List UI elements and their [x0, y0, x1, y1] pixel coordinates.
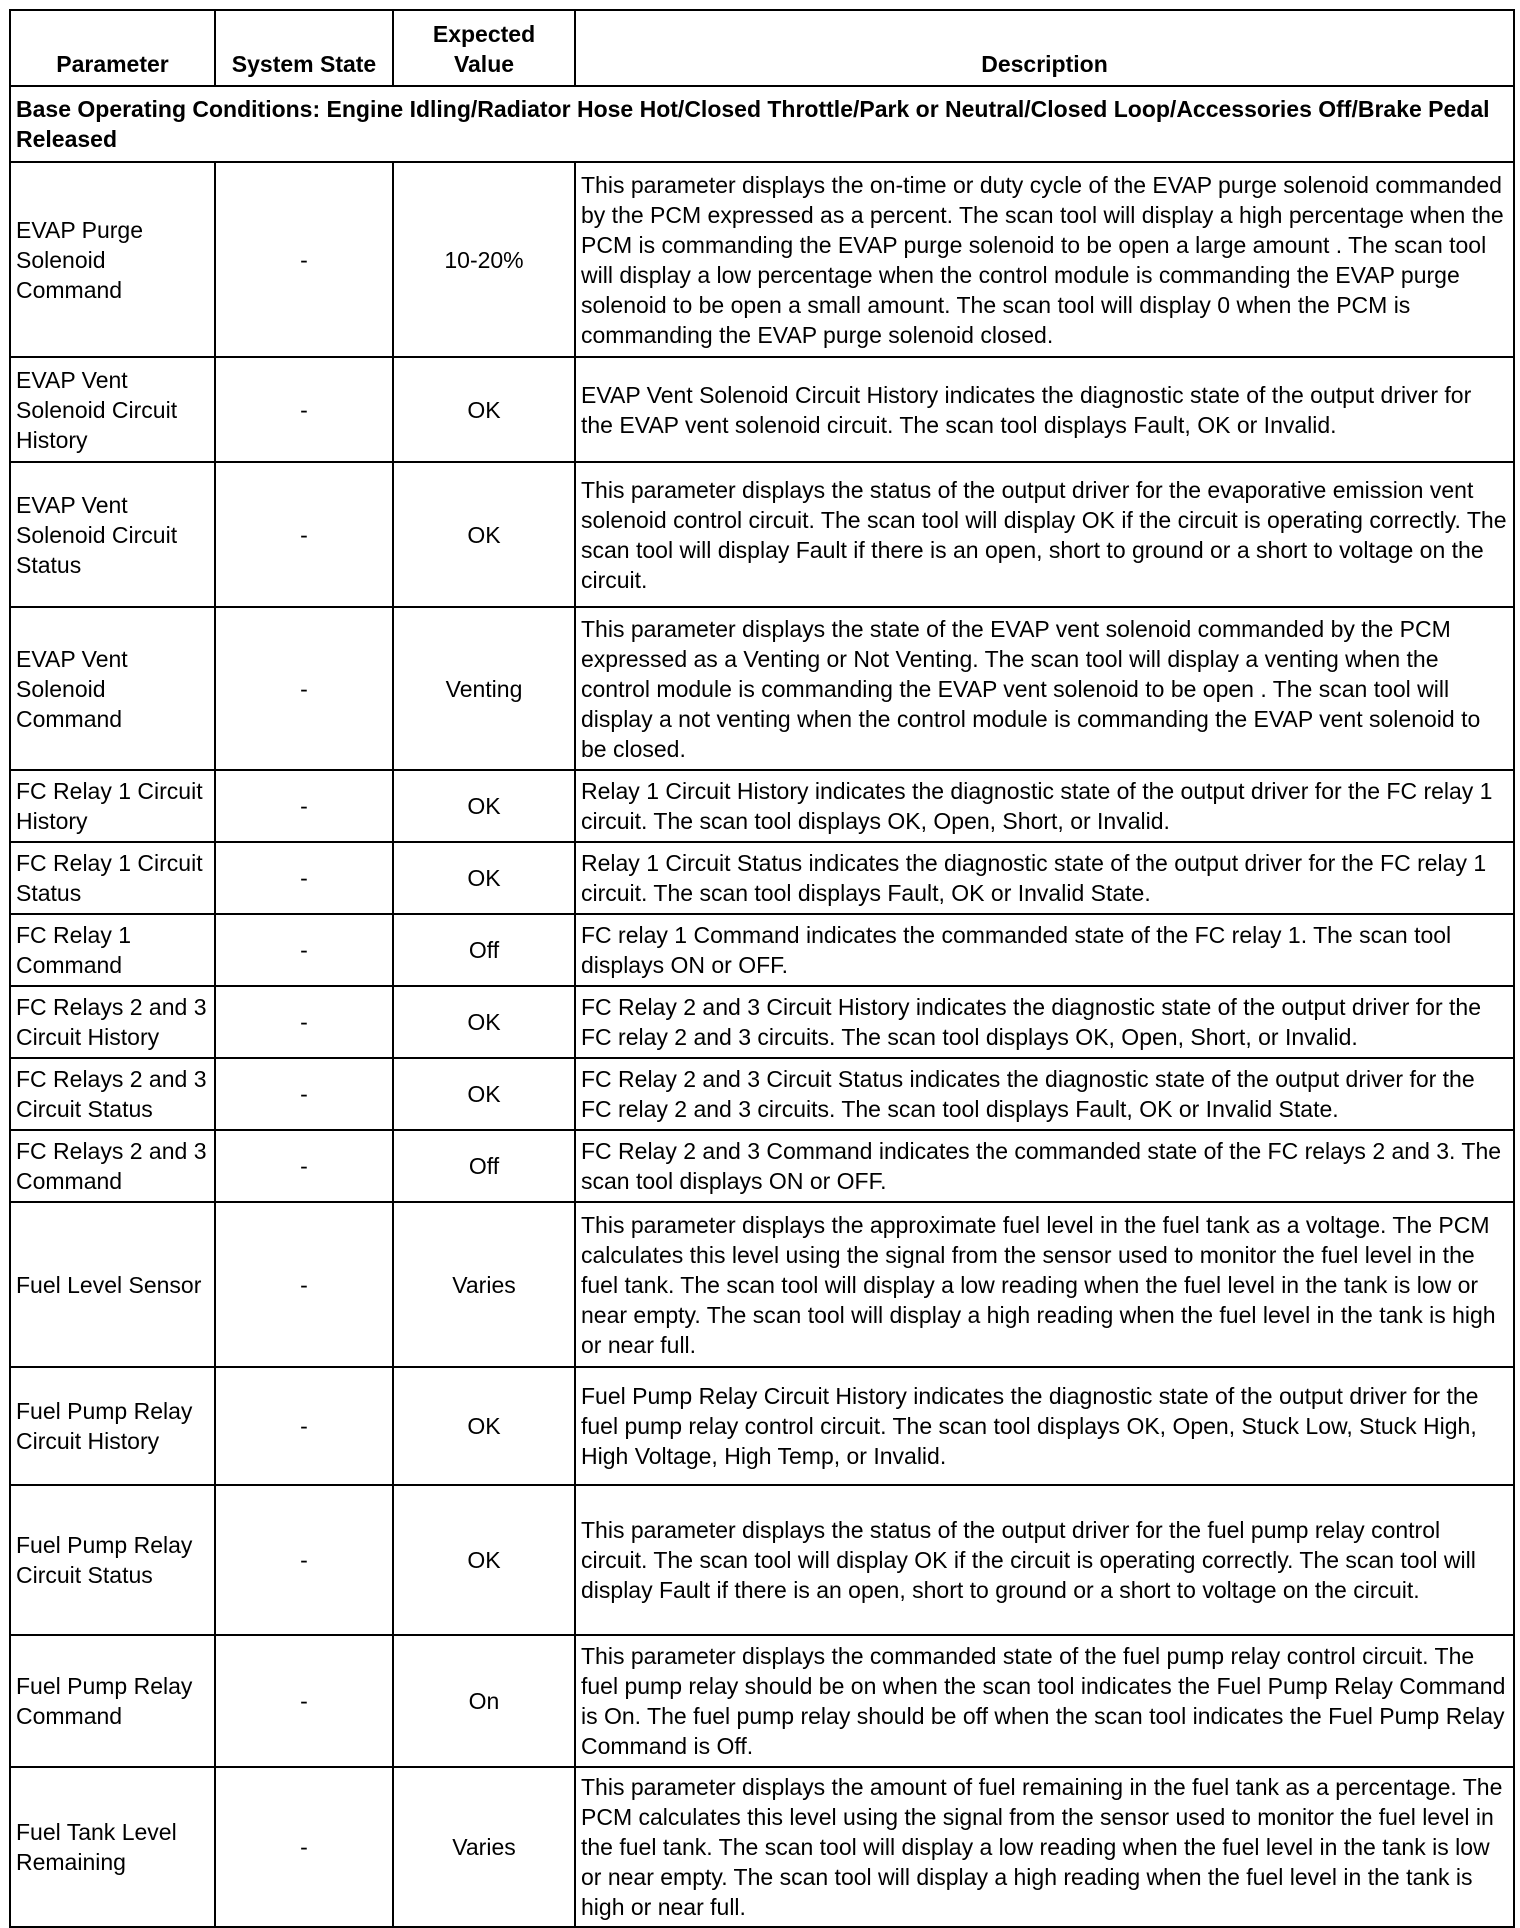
header-expected-value: Expected Value [393, 10, 575, 86]
expected-value-cell: OK [393, 462, 575, 607]
expected-value-cell: 10-20% [393, 162, 575, 357]
expected-value-cell: OK [393, 842, 575, 914]
table-row [10, 986, 1514, 1058]
system-state-cell: - [215, 770, 393, 842]
system-state-cell: - [215, 162, 393, 357]
expected-value-cell: Off [393, 914, 575, 986]
expected-value-cell: OK [393, 986, 575, 1058]
description-cell: FC Relay 2 and 3 Command indicates the commanded state of the FC relays 2 and 3. The scan tool displays ON or OFF. [575, 1130, 1514, 1202]
system-state-cell: - [215, 914, 393, 986]
parameter-cell: FC Relays 2 and 3 Circuit Status [10, 1058, 215, 1130]
expected-value-cell: Varies [393, 1202, 575, 1367]
parameter-cell: FC Relay 1 Circuit Status [10, 842, 215, 914]
system-state-cell: - [215, 1202, 393, 1367]
table-row [10, 1202, 1514, 1367]
parameter-cell: Fuel Pump Relay Circuit Status [10, 1485, 215, 1635]
description-cell: This parameter displays the approximate fuel level in the fuel tank as a voltage. The PCM calculates this level using the signal from the sensor used to monitor the fuel level in the fuel tank. The scan tool will display a low reading when the fuel level in the tank is low or near empty. The scan tool will display a high reading when the fuel level in the tank is high or near full. [575, 1202, 1514, 1367]
description-cell: This parameter displays the on-time or duty cycle of the EVAP purge solenoid commanded by the PCM expressed as a percent. The scan tool will display a high percentage when the PCM is commanding the EVAP purge solenoid to be open a large amount . The scan tool will display a low percentage when the control module is commanding the EVAP purge solenoid to be open a small amount. The scan tool will display 0 when the PCM is commanding the EVAP purge solenoid closed. [575, 162, 1514, 357]
description-cell: FC Relay 2 and 3 Circuit Status indicates the diagnostic state of the output driver for the FC relay 2 and 3 circuits. The scan tool displays Fault, OK or Invalid State. [575, 1058, 1514, 1130]
description-cell: Relay 1 Circuit History indicates the diagnostic state of the output driver for the FC relay 1 circuit. The scan tool displays OK, Open, Short, or Invalid. [575, 770, 1514, 842]
description-cell: Fuel Pump Relay Circuit History indicates the diagnostic state of the output driver for the fuel pump relay control circuit. The scan tool displays OK, Open, Stuck Low, Stuck High, High Voltage, High Temp, or Invalid. [575, 1367, 1514, 1485]
expected-value-cell: OK [393, 770, 575, 842]
system-state-cell: - [215, 1058, 393, 1130]
table-row [10, 462, 1514, 607]
parameter-cell: FC Relay 1 Command [10, 914, 215, 986]
parameter-cell: Fuel Pump Relay Command [10, 1635, 215, 1767]
parameter-cell: FC Relays 2 and 3 Circuit History [10, 986, 215, 1058]
table-row [10, 770, 1514, 842]
table-row [10, 1485, 1514, 1635]
parameter-cell: Fuel Pump Relay Circuit History [10, 1367, 215, 1485]
description-cell: This parameter displays the amount of fuel remaining in the fuel tank as a percentage. The PCM calculates this level using the signal from the sensor used to monitor the fuel level in the fuel tank. The scan tool will display a low reading when the fuel level in the tank is low or near empty. The scan tool will display a high reading when the fuel level in the tank is high or near full. [575, 1767, 1514, 1927]
expected-value-cell: On [393, 1635, 575, 1767]
system-state-cell: - [215, 986, 393, 1058]
expected-value-cell: Varies [393, 1767, 575, 1927]
system-state-cell: - [215, 1130, 393, 1202]
description-cell: This parameter displays the commanded state of the fuel pump relay control circuit. The fuel pump relay should be on when the scan tool indicates the Fuel Pump Relay Command is On. The fuel pump relay should be off when the scan tool indicates the Fuel Pump Relay Command is Off. [575, 1635, 1514, 1767]
expected-value-cell: OK [393, 1058, 575, 1130]
base-conditions-row [10, 86, 1514, 162]
system-state-cell: - [215, 357, 393, 462]
description-cell: EVAP Vent Solenoid Circuit History indicates the diagnostic state of the output driver for the EVAP vent solenoid circuit. The scan tool displays Fault, OK or Invalid. [575, 357, 1514, 462]
header-description: Description [575, 10, 1514, 86]
description-cell: This parameter displays the status of the output driver for the evaporative emission vent solenoid control circuit. The scan tool will display OK if the circuit is operating correctly. The scan tool will display Fault if there is an open, short to ground or a short to voltage on the circuit. [575, 462, 1514, 607]
system-state-cell: - [215, 462, 393, 607]
system-state-cell: - [215, 607, 393, 770]
description-cell: This parameter displays the state of the EVAP vent solenoid commanded by the PCM expressed as a Venting or Not Venting. The scan tool will display a venting when the control module is commanding the EVAP vent solenoid to be open . The scan tool will display a not venting when the control module is commanding the EVAP vent solenoid to be closed. [575, 607, 1514, 770]
parameter-cell: Fuel Tank Level Remaining [10, 1767, 215, 1927]
table-row [10, 914, 1514, 986]
parameter-table [9, 9, 1515, 1928]
table-row [10, 1058, 1514, 1130]
parameter-cell: FC Relays 2 and 3 Command [10, 1130, 215, 1202]
system-state-cell: - [215, 1635, 393, 1767]
description-cell: FC Relay 2 and 3 Circuit History indicates the diagnostic state of the output driver for the FC relay 2 and 3 circuits. The scan tool displays OK, Open, Short, or Invalid. [575, 986, 1514, 1058]
description-cell: FC relay 1 Command indicates the commanded state of the FC relay 1. The scan tool displays ON or OFF. [575, 914, 1514, 986]
expected-value-cell: Venting [393, 607, 575, 770]
base-conditions: Base Operating Conditions: Engine Idling/Radiator Hose Hot/Closed Throttle/Park or Neutral/Closed Loop/Accessories Off/Brake Pedal Released [10, 86, 1514, 162]
parameter-cell: EVAP Vent Solenoid Circuit Status [10, 462, 215, 607]
table-header-row [10, 10, 1514, 86]
parameter-table-container [9, 9, 1515, 1928]
expected-value-cell: OK [393, 1367, 575, 1485]
expected-value-cell: OK [393, 1485, 575, 1635]
parameter-cell: EVAP Purge Solenoid Command [10, 162, 215, 357]
table-row [10, 1767, 1514, 1927]
parameter-cell: Fuel Level Sensor [10, 1202, 215, 1367]
expected-value-cell: Off [393, 1130, 575, 1202]
table-row [10, 1130, 1514, 1202]
table-row [10, 607, 1514, 770]
system-state-cell: - [215, 842, 393, 914]
table-row [10, 842, 1514, 914]
parameter-cell: EVAP Vent Solenoid Command [10, 607, 215, 770]
header-parameter: Parameter [10, 10, 215, 86]
parameter-cell: EVAP Vent Solenoid Circuit History [10, 357, 215, 462]
table-row [10, 1367, 1514, 1485]
table-row [10, 162, 1514, 357]
system-state-cell: - [215, 1485, 393, 1635]
table-row [10, 357, 1514, 462]
description-cell: Relay 1 Circuit Status indicates the diagnostic state of the output driver for the FC relay 1 circuit. The scan tool displays Fault, OK or Invalid State. [575, 842, 1514, 914]
description-cell: This parameter displays the status of the output driver for the fuel pump relay control circuit. The scan tool will display OK if the circuit is operating correctly. The scan tool will display Fault if there is an open, short to ground or a short to voltage on the circuit. [575, 1485, 1514, 1635]
header-system-state: System State [215, 10, 393, 86]
expected-value-cell: OK [393, 357, 575, 462]
system-state-cell: - [215, 1767, 393, 1927]
parameter-cell: FC Relay 1 Circuit History [10, 770, 215, 842]
system-state-cell: - [215, 1367, 393, 1485]
table-row [10, 1635, 1514, 1767]
